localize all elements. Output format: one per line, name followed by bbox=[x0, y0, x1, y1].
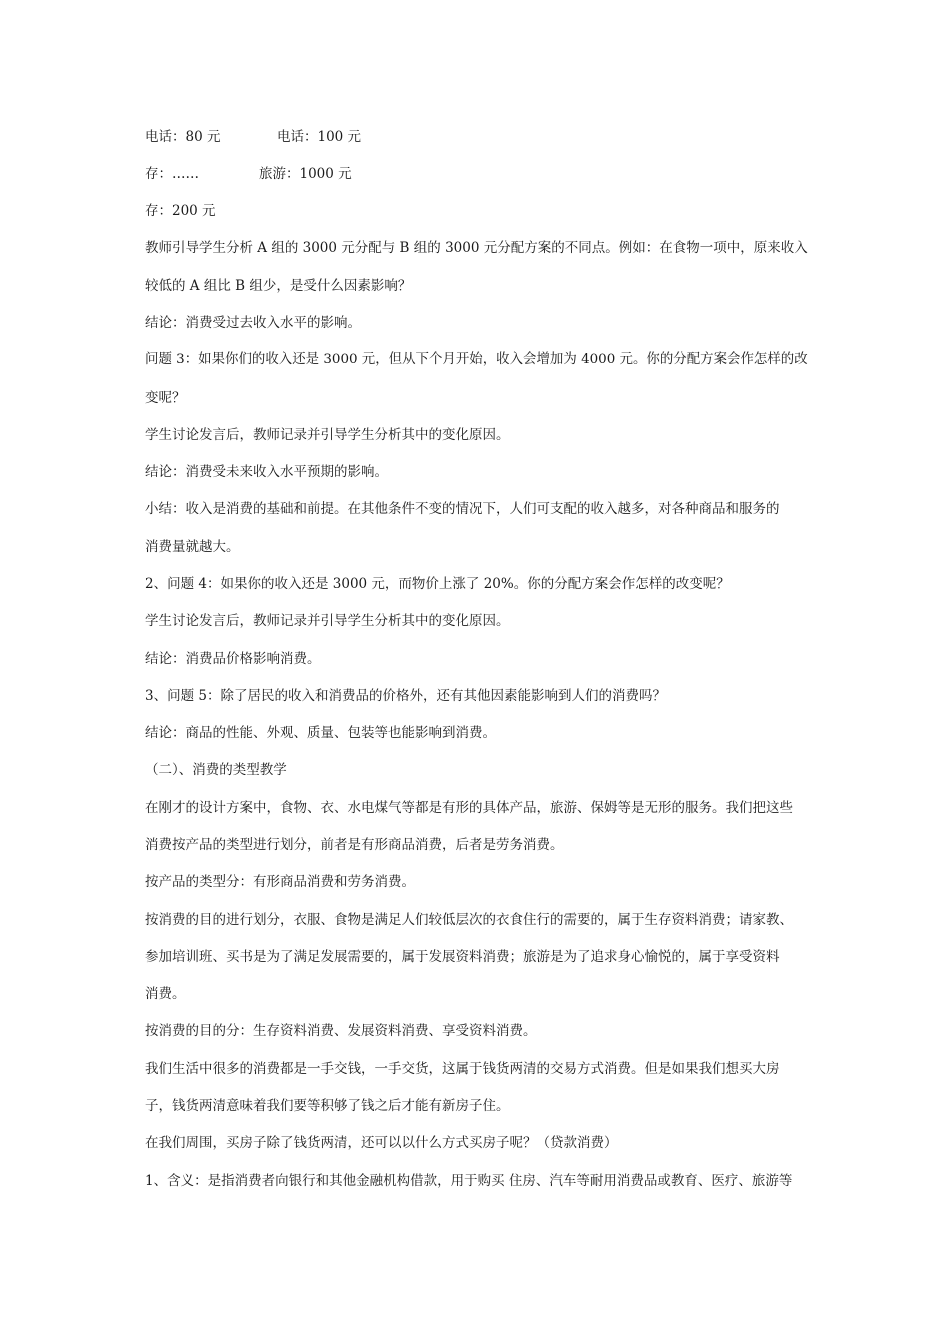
text-line: 消费按产品的类型进行划分，前者是有形商品消费，后者是劳务消费。 bbox=[145, 837, 564, 853]
text-line: 参加培训班、买书是为了满足发展需要的，属于发展资料消费；旅游是为了追求身心愉悦的，属于享受资料 bbox=[145, 949, 780, 965]
text-line: 3、问题 5：除了居民的收入和消费品的价格外，还有其他因素能影响到人们的消费吗？ bbox=[145, 688, 666, 704]
text-line: 学生讨论发言后，教师记录并引导学生分析其中的变化原因。 bbox=[145, 613, 510, 629]
text-line: 1、含义：是指消费者向银行和其他金融机构借款，用于购买 住房、汽车等耐用消费品或教育、医疗、旅游等 bbox=[145, 1173, 793, 1189]
text-line: 变呢？ bbox=[145, 390, 186, 406]
text-line: 子，钱货两清意味着我们要等积够了钱之后才能有新房子住。 bbox=[145, 1098, 510, 1114]
section-heading: （二）、消费的类型教学 bbox=[145, 762, 287, 778]
text-line: 电话：80 元 bbox=[145, 129, 221, 145]
text-line: 结论：消费受未来收入水平预期的影响。 bbox=[145, 464, 388, 480]
text-line: 消费量就越大。 bbox=[145, 539, 240, 555]
text-line: 按消费的目的分：生存资料消费、发展资料消费、享受资料消费。 bbox=[145, 1023, 537, 1039]
text-line: 结论：消费受过去收入水平的影响。 bbox=[145, 315, 361, 331]
text-line: 结论：商品的性能、外观、质量、包装等也能影响到消费。 bbox=[145, 725, 496, 741]
text-line: 我们生活中很多的消费都是一手交钱，一手交货，这属于钱货两清的交易方式消费。但是如果我们想买大房 bbox=[145, 1061, 780, 1077]
text-line: 小结：收入是消费的基础和前提。在其他条件不变的情况下，人们可支配的收入越多，对各种商品和服务的 bbox=[145, 501, 780, 517]
text-line: 教师引导学生分析 A 组的 3000 元分配与 B 组的 3000 元分配方案的不同点。例如：在食物一项中，原来收入 bbox=[145, 240, 808, 256]
text-line: 在我们周围，买房子除了钱货两清，还可以以什么方式买房子呢？（贷款消费） bbox=[145, 1135, 618, 1151]
text-line: 存：200 元 bbox=[145, 203, 216, 219]
text-line: 在刚才的设计方案中，食物、衣、水电煤气等都是有形的具体产品，旅游、保姆等是无形的服务。我们把这些 bbox=[145, 800, 793, 816]
text-line: 消费。 bbox=[145, 986, 186, 1002]
text-line: 结论：消费品价格影响消费。 bbox=[145, 651, 321, 667]
text-line: 2、问题 4：如果你的收入还是 3000 元，而物价上涨了 20%。你的分配方案会作怎样的改变呢？ bbox=[145, 576, 730, 592]
text-line: 问题 3：如果你们的收入还是 3000 元，但从下个月开始，收入会增加为 4000 元。你的分配方案会作怎样的改 bbox=[145, 352, 808, 367]
text-line: 旅游：1000 元 bbox=[259, 166, 352, 182]
text-line: 按产品的类型分：有形商品消费和劳务消费。 bbox=[145, 874, 415, 890]
text-line: 存：…… bbox=[145, 166, 199, 182]
text-line: 较低的 A 组比 B 组少，是受什么因素影响？ bbox=[145, 278, 412, 294]
text-line: 学生讨论发言后，教师记录并引导学生分析其中的变化原因。 bbox=[145, 427, 510, 443]
text-line: 电话：100 元 bbox=[277, 129, 362, 145]
text-line: 按消费的目的进行划分，衣服、食物是满足人们较低层次的衣食住行的需要的，属于生存资料消费；请家教、 bbox=[145, 912, 793, 928]
